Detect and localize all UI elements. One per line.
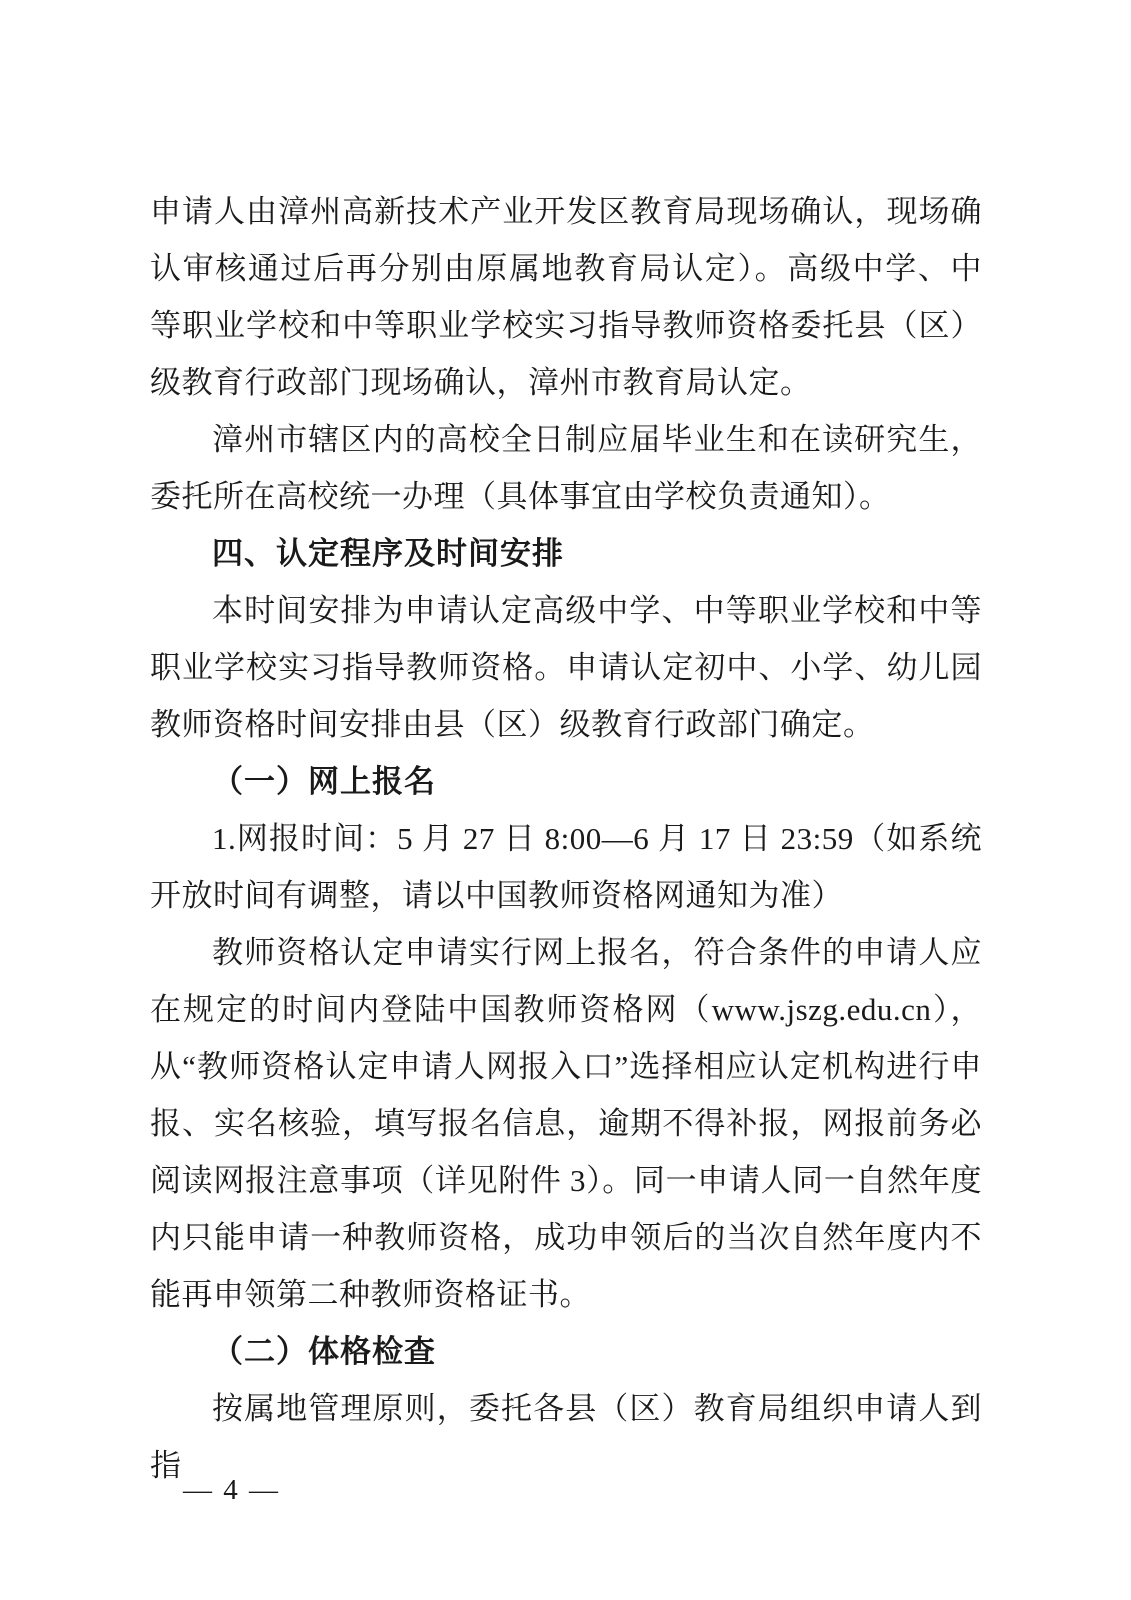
paragraph: 本时间安排为申请认定高级中学、中等职业学校和中等职业学校实习指导教师资格。申请认定初中、小学、幼儿园教师资格时间安排由县（区）级教育行政部门确定。 [150,593,982,742]
paragraph: 按属地管理原则，委托各县（区）教育局组织申请人到指 [150,1391,982,1483]
subsection-heading-1: （一）网上报名 [212,764,436,799]
paragraph: 漳州市辖区内的高校全日制应届毕业生和在读研究生，委托所在高校统一办理（具体事宜由学校负责通知）。 [150,422,982,514]
section-heading-4: 四、认定程序及时间安排 [212,536,564,571]
subsection-heading-2: （二）体格检查 [212,1334,436,1369]
paragraph: 教师资格认定申请实行网上报名，符合条件的申请人应在规定的时间内登陆中国教师资格网（www.jszg.edu.cn），从“教师资格认定申请人网报入口”选择相应认定机构进行申报、实名核验，填写报名信息，逾期不得补报，网报前务必阅读网报注意事项（详见附件 3）。同一申请人同一自然年度内只能申请一种教师资格，成功申领后的当次自然年度内不能再申领第二种教师资格证书。 [150,935,982,1312]
page-number: — 4 — [183,1474,280,1506]
paragraph: 1.网报时间：5 月 27 日 8:00—6 月 17 日 23:59（如系统开放时间有调整，请以中国教师资格网通知为准） [150,821,982,913]
document-body [150,183,982,1494]
paragraph-continuation: 申请人由漳州高新技术产业开发区教育局现场确认，现场确认审核通过后再分别由原属地教育局认定）。高级中学、中等职业学校和中等职业学校实习指导教师资格委托县（区）级教育行政部门现场确认，漳州市教育局认定。 [150,194,982,400]
